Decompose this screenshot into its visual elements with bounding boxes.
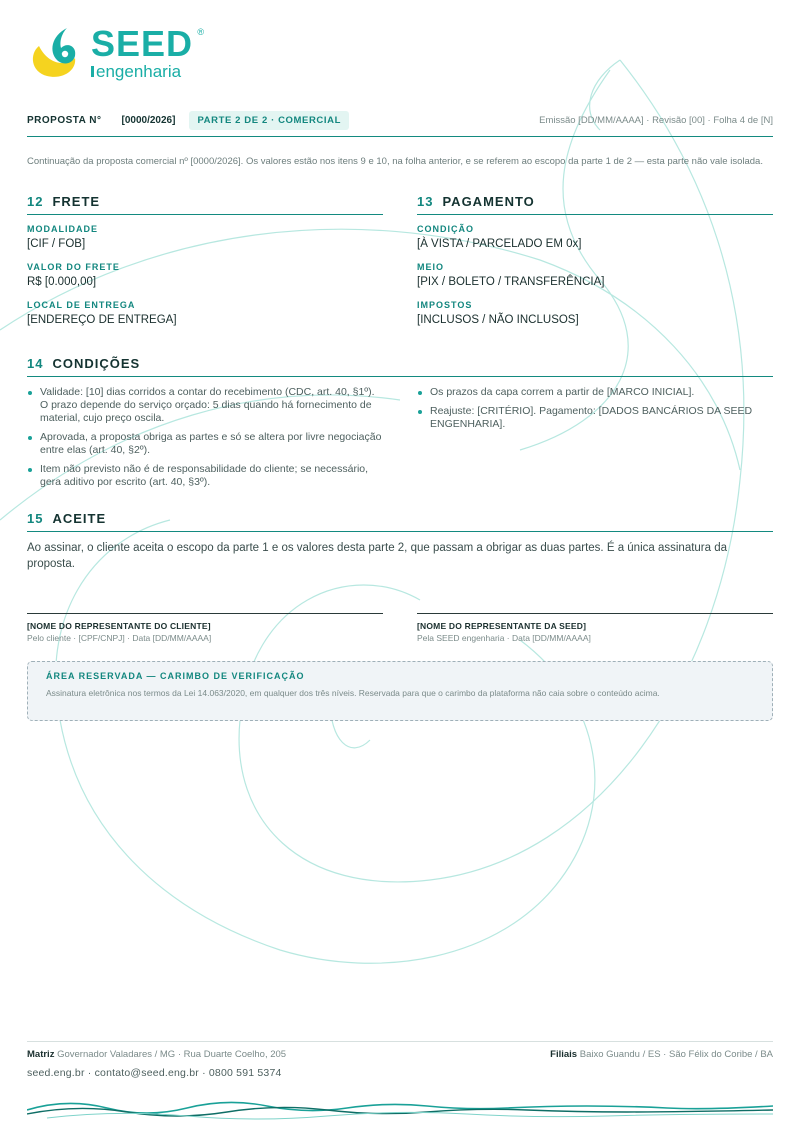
stamp-description: Assinatura eletrônica nos termos da Lei 14.063/2020, em qualquer dos três níveis. Reservada para que o carimbo da plataforma não caia sobre o conteúdo acima.: [46, 688, 660, 698]
brand-name: SEED ®: [91, 23, 206, 64]
conditions-list-left: [27, 386, 383, 495]
brand-subtitle: engenharia: [91, 63, 193, 80]
list-item: Reajuste: [CRITÉRIO]. Pagamento: [DADOS BANCÁRIOS DA SEED ENGENHARIA].: [417, 405, 773, 431]
field-label: MEIO: [417, 262, 445, 272]
stamp-title: ÁREA RESERVADA — CARIMBO DE VERIFICAÇÃO: [46, 671, 305, 681]
footer-waves-decoration: [27, 1096, 773, 1120]
section-aceite: [27, 511, 773, 532]
intro-note: Continuação da proposta comercial nº [0000/2026]. Os valores estão nos itens 9 e 10, na folha anterior, e se referem ao escopo da parte 1 de 2 — esta parte não vale isolada.: [27, 156, 763, 167]
field-value: [PIX / BOLETO / TRANSFERÊNCIA]: [417, 276, 605, 288]
conditions-list-right: [417, 386, 773, 437]
field-label: LOCAL DE ENTREGA: [27, 300, 136, 310]
list-item: Aprovada, a proposta obriga as partes e só se altera por livre negociação entre elas (art. 40, §2º).: [27, 431, 383, 457]
section-title: 15 ACEITE: [27, 511, 773, 532]
field-label: CONDIÇÃO: [417, 224, 474, 234]
footer-divider: [27, 1041, 773, 1042]
footer-matriz: Matriz Governador Valadares / MG · Rua Duarte Coelho, 205: [27, 1049, 287, 1060]
brand-logo: [27, 23, 206, 81]
acceptance-text: Ao assinar, o cliente aceita o escopo da parte 1 e os valores desta parte 2, que passam a obrigar as duas partes. É a única assinatura da proposta.: [27, 542, 728, 570]
list-item: Os prazos da capa correm a partir de [MARCO INICIAL].: [417, 386, 773, 399]
client-signature-line[interactable]: [27, 613, 383, 643]
list-item: Item não previsto não é de responsabilidade do cliente; se necessário, gera aditivo por escrito (art. 40, §3º).: [27, 463, 383, 489]
client-rep-sub: Pelo cliente · [CPF/CNPJ] · Data [DD/MM/AAAA]: [27, 633, 212, 643]
field-label: VALOR DO FRETE: [27, 262, 120, 272]
field-value: R$ [0.000,00]: [27, 276, 97, 288]
part-badge: PARTE 2 DE 2 · COMERCIAL: [189, 111, 349, 130]
proposal-label: PROPOSTA N°: [27, 114, 102, 126]
proposal-number: [0000/2026]: [121, 114, 176, 126]
issue-meta: Emissão [DD/MM/AAAA] · Revisão [00] · Folha 4 de [N]: [539, 114, 773, 126]
footer-contact: seed.eng.br · contato@seed.eng.br · 0800 591 5374: [27, 1067, 282, 1079]
header-divider: [27, 136, 773, 137]
proposal-header: [27, 110, 773, 130]
seed-rep-sub: Pela SEED engenharia · Data [DD/MM/AAAA]: [417, 633, 591, 643]
verification-stamp-area: [27, 661, 773, 721]
footer-filiais: Filiais Baixo Guandu / ES · São Félix do Coribe / BA: [550, 1049, 773, 1060]
field-label: IMPOSTOS: [417, 300, 473, 310]
seed-signature-line[interactable]: [417, 613, 773, 643]
field-value: [ENDEREÇO DE ENTREGA]: [27, 314, 177, 326]
section-condicoes: [27, 356, 773, 377]
field-value: [À VISTA / PARCELADO EM 0x]: [417, 238, 582, 250]
seed-drop-logo-icon: [27, 26, 87, 80]
field-value: [CIF / FOB]: [27, 238, 86, 250]
field-label: MODALIDADE: [27, 224, 98, 234]
section-title: 12 FRETE: [27, 194, 383, 215]
section-title: 13 PAGAMENTO: [417, 194, 773, 215]
section-frete: [27, 194, 383, 326]
client-rep-name: [NOME DO REPRESENTANTE DO CLIENTE]: [27, 621, 211, 631]
seed-rep-name: [NOME DO REPRESENTANTE DA SEED]: [417, 621, 587, 631]
section-pagamento: [417, 194, 773, 326]
field-value: [INCLUSOS / NÃO INCLUSOS]: [417, 314, 579, 326]
section-title: 14 CONDIÇÕES: [27, 356, 773, 377]
list-item: Validade: [10] dias corridos a contar do recebimento (CDC, art. 40, §1º). O prazo depende do serviço orçado: 5 dias quando há fornecimento de material, cujo preço oscila.: [27, 386, 383, 425]
